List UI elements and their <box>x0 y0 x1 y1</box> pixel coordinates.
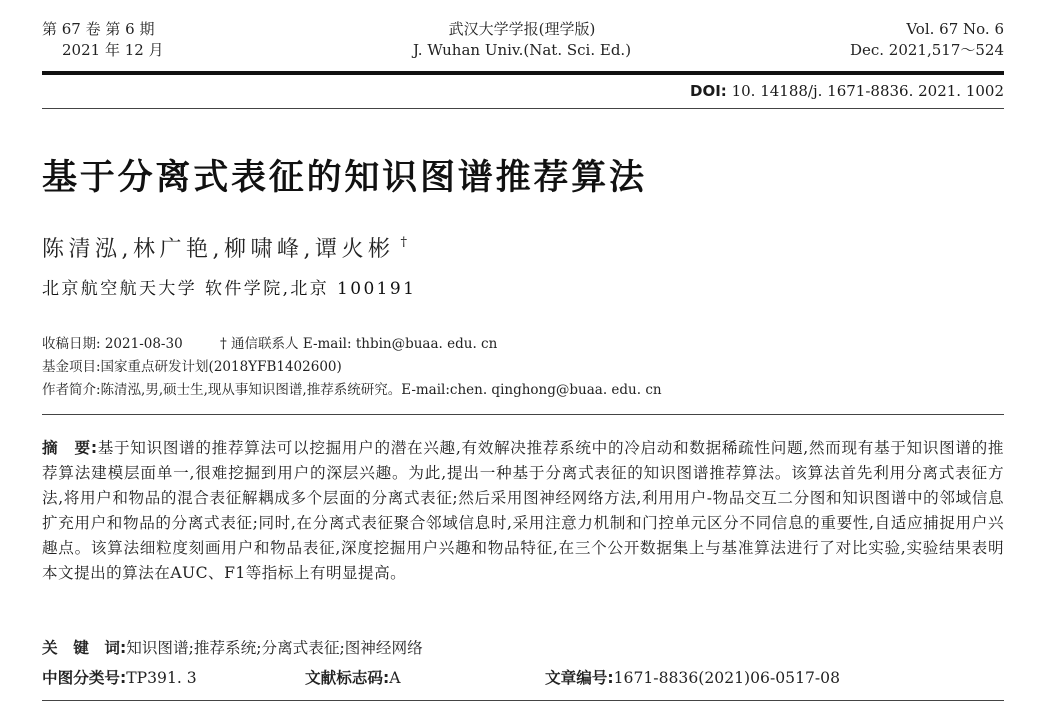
meta-rule <box>42 414 1004 415</box>
clc-number <box>42 666 197 688</box>
article-number <box>545 666 840 688</box>
journal-name-en: J. Wuhan Univ.(Nat. Sci. Ed.) <box>412 41 632 59</box>
keywords-line <box>42 636 423 658</box>
bottom-rule <box>42 700 1004 701</box>
journal-volume-issue: 第 67 卷 第 6 期 <box>42 20 155 38</box>
journal-volume-en: Vol. 67 No. 6 <box>906 20 1004 38</box>
affiliation: 北京航空航天大学 软件学院,北京 100191 <box>42 279 417 299</box>
journal-date: 2021 年 12 月 <box>62 41 164 59</box>
doi-rule <box>42 108 1004 109</box>
author-list <box>42 232 407 263</box>
article-number-label: 文章编号: <box>545 669 614 687</box>
keywords-text: 知识图谱;推荐系统;分离式表征;图神经网络 <box>126 639 423 657</box>
clc-label: 中图分类号: <box>42 669 127 687</box>
doi-label: DOI: <box>690 82 727 100</box>
document-code-value: A <box>389 669 401 687</box>
journal-name-cn: 武汉大学学报(理学版) <box>448 20 596 38</box>
received-date: 收稿日期: 2021-08-30 <box>42 336 183 352</box>
abstract <box>42 436 1004 586</box>
corresponding-mark: † <box>400 235 407 250</box>
document-code <box>305 666 400 688</box>
doi-line <box>690 82 1004 100</box>
abstract-label: 摘 要: <box>42 439 98 457</box>
author-bio: 作者简介:陈清泓,男,硕士生,现从事知识图谱,推荐系统研究。E-mail:chen. qinghong@buaa. edu. cn <box>42 382 662 398</box>
article-number-value: 1671-8836(2021)06-0517-08 <box>613 669 841 687</box>
paper-title: 基于分离式表征的知识图谱推荐算法 <box>42 158 647 198</box>
doi-value: 10. 14188/j. 1671-8836. 2021. 1002 <box>726 82 1004 100</box>
journal-pages: Dec. 2021,517～524 <box>849 41 1004 59</box>
author-names: 陈清泓,林广艳,柳啸峰,谭火彬 <box>42 237 395 262</box>
header-rule <box>42 71 1004 75</box>
keywords-label: 关 键 词: <box>42 639 127 657</box>
fund-info: 基金项目:国家重点研发计划(2018YFB1402600) <box>42 359 342 375</box>
abstract-text: 基于知识图谱的推荐算法可以挖掘用户的潜在兴趣,有效解决推荐系统中的冷启动和数据稀疏性问题,然而现有基于知识图谱的推荐算法建模层面单一,很难挖掘到用户的深层兴趣。为此,提出一种基于分离式表征的知识图谱推荐算法。该算法首先利用分离式表征方法,将用户和物品的混合表征解耦成多个层面的分离式表征;然后采用图神经网络方法,利用用户-物品交互二分图和知识图谱中的邻域信息扩充用户和物品的分离式表征;同时,在分离式表征聚合邻域信息时,采用注意力机制和门控单元区分不同信息的重要性,自适应捕捉用户兴趣点。该算法细粒度刻画用户和物品表征,深度挖掘用户兴趣和物品特征,在三个公开数据集上与基准算法进行了对比实验,实验结果表明本文提出的算法在AUC、F1等指标上有明显提高。 <box>42 439 1004 582</box>
corresponding-contact: † 通信联系人 E-mail: thbin@buaa. edu. cn <box>220 336 498 352</box>
document-code-label: 文献标志码: <box>305 669 390 687</box>
clc-value: TP391. 3 <box>126 669 197 687</box>
